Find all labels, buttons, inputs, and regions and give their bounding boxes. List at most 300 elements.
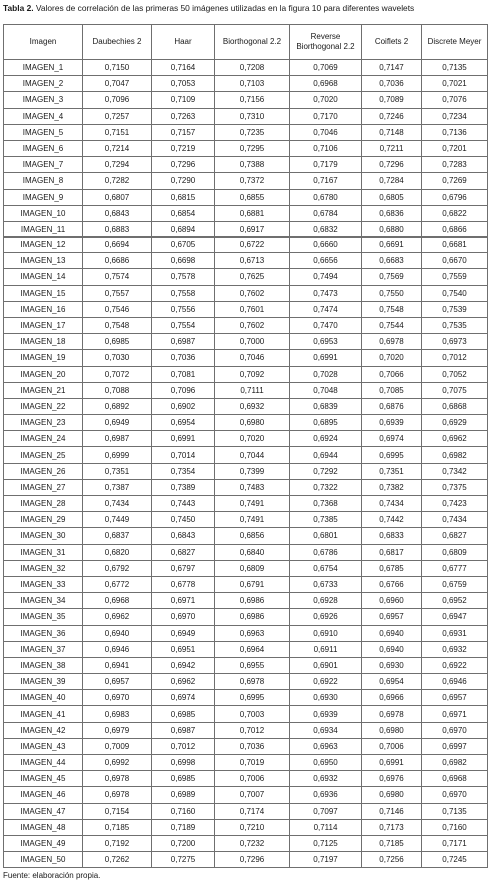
cell-daubechies-2: 0,6940 — [83, 625, 152, 641]
cell-daubechies-2: 0,7192 — [83, 835, 152, 851]
cell-discrete-meyer: 0,7423 — [422, 496, 488, 512]
cell-discrete-meyer: 0,7135 — [422, 803, 488, 819]
cell-imagen: IMAGEN_32 — [4, 560, 83, 576]
cell-biorthogonal-2-2: 0,7036 — [215, 738, 290, 754]
cell-haar: 0,6985 — [152, 706, 215, 722]
cell-reverse-biorthogonal-2-2: 0,7167 — [290, 173, 362, 189]
cell-discrete-meyer: 0,6777 — [422, 560, 488, 576]
cell-discrete-meyer: 0,6970 — [422, 787, 488, 803]
cell-imagen: IMAGEN_46 — [4, 787, 83, 803]
table-row — [4, 576, 488, 592]
cell-reverse-biorthogonal-2-2: 0,6963 — [290, 738, 362, 754]
cell-haar: 0,7389 — [152, 479, 215, 495]
cell-daubechies-2: 0,6985 — [83, 334, 152, 350]
cell-discrete-meyer: 0,6947 — [422, 609, 488, 625]
header-discrete-meyer: Discrete Meyer — [422, 25, 488, 60]
table-row — [4, 819, 488, 835]
cell-haar: 0,6970 — [152, 609, 215, 625]
cell-daubechies-2: 0,6962 — [83, 609, 152, 625]
cell-haar: 0,6954 — [152, 415, 215, 431]
cell-coiflets-2: 0,6836 — [362, 205, 422, 221]
cell-biorthogonal-2-2: 0,6809 — [215, 560, 290, 576]
cell-haar: 0,7157 — [152, 124, 215, 140]
cell-biorthogonal-2-2: 0,7020 — [215, 431, 290, 447]
table-row — [4, 496, 488, 512]
cell-coiflets-2: 0,6978 — [362, 334, 422, 350]
cell-haar: 0,6942 — [152, 657, 215, 673]
cell-biorthogonal-2-2: 0,7006 — [215, 771, 290, 787]
source-footnote: Fuente: elaboración propia. — [3, 871, 101, 880]
cell-biorthogonal-2-2: 0,7210 — [215, 819, 290, 835]
cell-discrete-meyer: 0,6997 — [422, 738, 488, 754]
cell-haar: 0,6894 — [152, 221, 215, 237]
cell-coiflets-2: 0,7544 — [362, 317, 422, 333]
cell-imagen: IMAGEN_25 — [4, 447, 83, 463]
cell-daubechies-2: 0,6843 — [83, 205, 152, 221]
cell-reverse-biorthogonal-2-2: 0,7069 — [290, 60, 362, 76]
cell-coiflets-2: 0,6991 — [362, 755, 422, 771]
cell-coiflets-2: 0,7147 — [362, 60, 422, 76]
cell-biorthogonal-2-2: 0,7103 — [215, 76, 290, 92]
cell-reverse-biorthogonal-2-2: 0,7368 — [290, 496, 362, 512]
table-row — [4, 60, 488, 76]
table-row — [4, 269, 488, 285]
table-row — [4, 528, 488, 544]
cell-biorthogonal-2-2: 0,6840 — [215, 544, 290, 560]
cell-haar: 0,7578 — [152, 269, 215, 285]
cell-daubechies-2: 0,6978 — [83, 771, 152, 787]
cell-biorthogonal-2-2: 0,6881 — [215, 205, 290, 221]
cell-reverse-biorthogonal-2-2: 0,7028 — [290, 366, 362, 382]
cell-biorthogonal-2-2: 0,7310 — [215, 108, 290, 124]
cell-coiflets-2: 0,6960 — [362, 593, 422, 609]
table-row — [4, 431, 488, 447]
cell-biorthogonal-2-2: 0,6964 — [215, 641, 290, 657]
cell-biorthogonal-2-2: 0,7388 — [215, 157, 290, 173]
cell-discrete-meyer: 0,7021 — [422, 76, 488, 92]
table-row — [4, 301, 488, 317]
cell-imagen: IMAGEN_40 — [4, 690, 83, 706]
table-row — [4, 366, 488, 382]
cell-discrete-meyer: 0,6868 — [422, 398, 488, 414]
cell-imagen: IMAGEN_15 — [4, 285, 83, 301]
cell-reverse-biorthogonal-2-2: 0,7179 — [290, 157, 362, 173]
cell-discrete-meyer: 0,6759 — [422, 576, 488, 592]
table-row — [4, 787, 488, 803]
cell-discrete-meyer: 0,7342 — [422, 463, 488, 479]
cell-coiflets-2: 0,7442 — [362, 512, 422, 528]
cell-biorthogonal-2-2: 0,7092 — [215, 366, 290, 382]
cell-discrete-meyer: 0,6932 — [422, 641, 488, 657]
cell-imagen: IMAGEN_43 — [4, 738, 83, 754]
cell-reverse-biorthogonal-2-2: 0,6784 — [290, 205, 362, 221]
cell-biorthogonal-2-2: 0,7019 — [215, 755, 290, 771]
cell-discrete-meyer: 0,7075 — [422, 382, 488, 398]
cell-coiflets-2: 0,6683 — [362, 253, 422, 269]
cell-daubechies-2: 0,7214 — [83, 140, 152, 156]
cell-daubechies-2: 0,6883 — [83, 221, 152, 237]
cell-daubechies-2: 0,6807 — [83, 189, 152, 205]
cell-biorthogonal-2-2: 0,7007 — [215, 787, 290, 803]
cell-biorthogonal-2-2: 0,6955 — [215, 657, 290, 673]
table-caption — [3, 3, 414, 13]
cell-coiflets-2: 0,7211 — [362, 140, 422, 156]
cell-imagen: IMAGEN_8 — [4, 173, 83, 189]
cell-daubechies-2: 0,6946 — [83, 641, 152, 657]
cell-coiflets-2: 0,6785 — [362, 560, 422, 576]
cell-haar: 0,7189 — [152, 819, 215, 835]
cell-discrete-meyer: 0,7540 — [422, 285, 488, 301]
cell-reverse-biorthogonal-2-2: 0,6656 — [290, 253, 362, 269]
cell-coiflets-2: 0,7382 — [362, 479, 422, 495]
table-row — [4, 334, 488, 350]
cell-daubechies-2: 0,6968 — [83, 593, 152, 609]
cell-daubechies-2: 0,6792 — [83, 560, 152, 576]
cell-reverse-biorthogonal-2-2: 0,7125 — [290, 835, 362, 851]
table-row — [4, 237, 488, 253]
cell-discrete-meyer: 0,7535 — [422, 317, 488, 333]
cell-discrete-meyer: 0,6952 — [422, 593, 488, 609]
cell-haar: 0,6987 — [152, 722, 215, 738]
table-row — [4, 382, 488, 398]
cell-imagen: IMAGEN_16 — [4, 301, 83, 317]
cell-daubechies-2: 0,7072 — [83, 366, 152, 382]
cell-reverse-biorthogonal-2-2: 0,7097 — [290, 803, 362, 819]
table-row — [4, 755, 488, 771]
cell-biorthogonal-2-2: 0,7046 — [215, 350, 290, 366]
cell-coiflets-2: 0,6805 — [362, 189, 422, 205]
cell-coiflets-2: 0,7173 — [362, 819, 422, 835]
cell-haar: 0,7200 — [152, 835, 215, 851]
cell-daubechies-2: 0,7150 — [83, 60, 152, 76]
caption-label: Tabla 2. — [3, 3, 34, 13]
cell-coiflets-2: 0,7246 — [362, 108, 422, 124]
cell-haar: 0,6989 — [152, 787, 215, 803]
cell-biorthogonal-2-2: 0,7491 — [215, 496, 290, 512]
cell-coiflets-2: 0,6978 — [362, 706, 422, 722]
cell-imagen: IMAGEN_39 — [4, 674, 83, 690]
cell-imagen: IMAGEN_37 — [4, 641, 83, 657]
cell-imagen: IMAGEN_45 — [4, 771, 83, 787]
cell-reverse-biorthogonal-2-2: 0,7292 — [290, 463, 362, 479]
cell-haar: 0,7053 — [152, 76, 215, 92]
cell-haar: 0,6985 — [152, 771, 215, 787]
cell-haar: 0,7450 — [152, 512, 215, 528]
cell-discrete-meyer: 0,6827 — [422, 528, 488, 544]
cell-daubechies-2: 0,7557 — [83, 285, 152, 301]
table-header-row — [4, 25, 488, 60]
cell-discrete-meyer: 0,6970 — [422, 722, 488, 738]
cell-coiflets-2: 0,6691 — [362, 237, 422, 253]
table-row — [4, 852, 488, 868]
cell-reverse-biorthogonal-2-2: 0,7170 — [290, 108, 362, 124]
table-row — [4, 205, 488, 221]
cell-daubechies-2: 0,6970 — [83, 690, 152, 706]
table-row — [4, 690, 488, 706]
cell-biorthogonal-2-2: 0,7483 — [215, 479, 290, 495]
cell-reverse-biorthogonal-2-2: 0,6939 — [290, 706, 362, 722]
cell-imagen: IMAGEN_30 — [4, 528, 83, 544]
cell-haar: 0,7012 — [152, 738, 215, 754]
table-row — [4, 803, 488, 819]
table-row — [4, 398, 488, 414]
cell-daubechies-2: 0,7546 — [83, 301, 152, 317]
cell-haar: 0,7296 — [152, 157, 215, 173]
cell-discrete-meyer: 0,6973 — [422, 334, 488, 350]
cell-imagen: IMAGEN_21 — [4, 382, 83, 398]
cell-haar: 0,7219 — [152, 140, 215, 156]
cell-biorthogonal-2-2: 0,6791 — [215, 576, 290, 592]
table-row — [4, 447, 488, 463]
table-row — [4, 738, 488, 754]
cell-discrete-meyer: 0,7136 — [422, 124, 488, 140]
cell-daubechies-2: 0,6983 — [83, 706, 152, 722]
cell-imagen: IMAGEN_28 — [4, 496, 83, 512]
cell-biorthogonal-2-2: 0,6963 — [215, 625, 290, 641]
cell-coiflets-2: 0,7569 — [362, 269, 422, 285]
cell-biorthogonal-2-2: 0,6995 — [215, 690, 290, 706]
cell-daubechies-2: 0,7387 — [83, 479, 152, 495]
cell-daubechies-2: 0,7351 — [83, 463, 152, 479]
cell-discrete-meyer: 0,7283 — [422, 157, 488, 173]
table-row — [4, 609, 488, 625]
cell-coiflets-2: 0,6957 — [362, 609, 422, 625]
cell-biorthogonal-2-2: 0,7044 — [215, 447, 290, 463]
cell-coiflets-2: 0,6954 — [362, 674, 422, 690]
cell-imagen: IMAGEN_6 — [4, 140, 83, 156]
cell-discrete-meyer: 0,6968 — [422, 771, 488, 787]
cell-coiflets-2: 0,7548 — [362, 301, 422, 317]
cell-reverse-biorthogonal-2-2: 0,6733 — [290, 576, 362, 592]
cell-biorthogonal-2-2: 0,6978 — [215, 674, 290, 690]
table-row — [4, 108, 488, 124]
cell-imagen: IMAGEN_4 — [4, 108, 83, 124]
cell-daubechies-2: 0,7449 — [83, 512, 152, 528]
cell-discrete-meyer: 0,6922 — [422, 657, 488, 673]
cell-coiflets-2: 0,7296 — [362, 157, 422, 173]
cell-imagen: IMAGEN_2 — [4, 76, 83, 92]
cell-daubechies-2: 0,7434 — [83, 496, 152, 512]
cell-imagen: IMAGEN_48 — [4, 819, 83, 835]
cell-discrete-meyer: 0,7012 — [422, 350, 488, 366]
table-row — [4, 512, 488, 528]
cell-haar: 0,7558 — [152, 285, 215, 301]
cell-coiflets-2: 0,6880 — [362, 221, 422, 237]
cell-coiflets-2: 0,7006 — [362, 738, 422, 754]
cell-imagen: IMAGEN_7 — [4, 157, 83, 173]
cell-haar: 0,6974 — [152, 690, 215, 706]
cell-daubechies-2: 0,6892 — [83, 398, 152, 414]
header-coiflets-2: Coiflets 2 — [362, 25, 422, 60]
cell-coiflets-2: 0,6995 — [362, 447, 422, 463]
table-row — [4, 76, 488, 92]
table-row — [4, 674, 488, 690]
cell-daubechies-2: 0,6694 — [83, 237, 152, 253]
cell-biorthogonal-2-2: 0,7491 — [215, 512, 290, 528]
cell-haar: 0,7109 — [152, 92, 215, 108]
cell-biorthogonal-2-2: 0,6980 — [215, 415, 290, 431]
cell-haar: 0,7014 — [152, 447, 215, 463]
cell-biorthogonal-2-2: 0,6855 — [215, 189, 290, 205]
cell-imagen: IMAGEN_38 — [4, 657, 83, 673]
cell-coiflets-2: 0,6940 — [362, 625, 422, 641]
table-row — [4, 285, 488, 301]
correlation-table-part-1 — [3, 24, 488, 238]
cell-haar: 0,7036 — [152, 350, 215, 366]
cell-discrete-meyer: 0,7269 — [422, 173, 488, 189]
cell-haar: 0,6815 — [152, 189, 215, 205]
cell-haar: 0,6998 — [152, 755, 215, 771]
cell-coiflets-2: 0,7089 — [362, 92, 422, 108]
table-row — [4, 415, 488, 431]
cell-imagen: IMAGEN_41 — [4, 706, 83, 722]
cell-daubechies-2: 0,7009 — [83, 738, 152, 754]
cell-reverse-biorthogonal-2-2: 0,7020 — [290, 92, 362, 108]
table-row — [4, 625, 488, 641]
table-row — [4, 544, 488, 560]
cell-haar: 0,6705 — [152, 237, 215, 253]
cell-discrete-meyer: 0,7135 — [422, 60, 488, 76]
cell-daubechies-2: 0,7548 — [83, 317, 152, 333]
cell-imagen: IMAGEN_14 — [4, 269, 83, 285]
cell-reverse-biorthogonal-2-2: 0,6922 — [290, 674, 362, 690]
cell-daubechies-2: 0,6820 — [83, 544, 152, 560]
cell-daubechies-2: 0,7096 — [83, 92, 152, 108]
cell-coiflets-2: 0,6930 — [362, 657, 422, 673]
cell-imagen: IMAGEN_36 — [4, 625, 83, 641]
table-row — [4, 317, 488, 333]
cell-daubechies-2: 0,7282 — [83, 173, 152, 189]
cell-imagen: IMAGEN_34 — [4, 593, 83, 609]
table-row — [4, 463, 488, 479]
cell-daubechies-2: 0,7088 — [83, 382, 152, 398]
cell-imagen: IMAGEN_19 — [4, 350, 83, 366]
cell-imagen: IMAGEN_12 — [4, 237, 83, 253]
cell-discrete-meyer: 0,6796 — [422, 189, 488, 205]
cell-coiflets-2: 0,6980 — [362, 787, 422, 803]
cell-haar: 0,7354 — [152, 463, 215, 479]
cell-imagen: IMAGEN_22 — [4, 398, 83, 414]
header-reverse-line1: Reverse — [310, 32, 341, 41]
cell-discrete-meyer: 0,6946 — [422, 674, 488, 690]
header-haar: Haar — [152, 25, 215, 60]
cell-daubechies-2: 0,6978 — [83, 787, 152, 803]
cell-reverse-biorthogonal-2-2: 0,6780 — [290, 189, 362, 205]
cell-biorthogonal-2-2: 0,7000 — [215, 334, 290, 350]
cell-haar: 0,6951 — [152, 641, 215, 657]
cell-discrete-meyer: 0,6982 — [422, 755, 488, 771]
cell-daubechies-2: 0,7030 — [83, 350, 152, 366]
cell-discrete-meyer: 0,6681 — [422, 237, 488, 253]
cell-imagen: IMAGEN_24 — [4, 431, 83, 447]
cell-haar: 0,6797 — [152, 560, 215, 576]
caption-text: Valores de correlación de las primeras 50 imágenes utilizadas en la figura 10 para diferentes wavelets — [33, 3, 415, 13]
table-row — [4, 593, 488, 609]
cell-imagen: IMAGEN_50 — [4, 852, 83, 868]
cell-coiflets-2: 0,7146 — [362, 803, 422, 819]
cell-discrete-meyer: 0,6809 — [422, 544, 488, 560]
cell-haar: 0,6971 — [152, 593, 215, 609]
cell-discrete-meyer: 0,6931 — [422, 625, 488, 641]
cell-discrete-meyer: 0,7539 — [422, 301, 488, 317]
cell-imagen: IMAGEN_20 — [4, 366, 83, 382]
cell-biorthogonal-2-2: 0,6917 — [215, 221, 290, 237]
cell-discrete-meyer: 0,6962 — [422, 431, 488, 447]
cell-coiflets-2: 0,6833 — [362, 528, 422, 544]
cell-coiflets-2: 0,6974 — [362, 431, 422, 447]
cell-reverse-biorthogonal-2-2: 0,7046 — [290, 124, 362, 140]
cell-reverse-biorthogonal-2-2: 0,7385 — [290, 512, 362, 528]
table-row — [4, 253, 488, 269]
cell-reverse-biorthogonal-2-2: 0,6950 — [290, 755, 362, 771]
cell-discrete-meyer: 0,7375 — [422, 479, 488, 495]
cell-daubechies-2: 0,7185 — [83, 819, 152, 835]
table-row — [4, 835, 488, 851]
cell-reverse-biorthogonal-2-2: 0,6895 — [290, 415, 362, 431]
cell-haar: 0,6827 — [152, 544, 215, 560]
cell-biorthogonal-2-2: 0,6986 — [215, 609, 290, 625]
cell-reverse-biorthogonal-2-2: 0,6910 — [290, 625, 362, 641]
cell-imagen: IMAGEN_13 — [4, 253, 83, 269]
cell-imagen: IMAGEN_10 — [4, 205, 83, 221]
cell-daubechies-2: 0,6987 — [83, 431, 152, 447]
cell-biorthogonal-2-2: 0,7295 — [215, 140, 290, 156]
table-row — [4, 641, 488, 657]
cell-discrete-meyer: 0,7234 — [422, 108, 488, 124]
cell-discrete-meyer: 0,6929 — [422, 415, 488, 431]
cell-daubechies-2: 0,6957 — [83, 674, 152, 690]
cell-imagen: IMAGEN_3 — [4, 92, 83, 108]
cell-coiflets-2: 0,6966 — [362, 690, 422, 706]
cell-coiflets-2: 0,7066 — [362, 366, 422, 382]
cell-reverse-biorthogonal-2-2: 0,6832 — [290, 221, 362, 237]
cell-biorthogonal-2-2: 0,7174 — [215, 803, 290, 819]
cell-discrete-meyer: 0,6971 — [422, 706, 488, 722]
cell-biorthogonal-2-2: 0,6932 — [215, 398, 290, 414]
cell-coiflets-2: 0,7256 — [362, 852, 422, 868]
table-row — [4, 560, 488, 576]
cell-imagen: IMAGEN_29 — [4, 512, 83, 528]
cell-biorthogonal-2-2: 0,7601 — [215, 301, 290, 317]
cell-haar: 0,7554 — [152, 317, 215, 333]
cell-biorthogonal-2-2: 0,7208 — [215, 60, 290, 76]
table-row — [4, 706, 488, 722]
cell-imagen: IMAGEN_23 — [4, 415, 83, 431]
cell-coiflets-2: 0,6817 — [362, 544, 422, 560]
cell-reverse-biorthogonal-2-2: 0,6660 — [290, 237, 362, 253]
cell-reverse-biorthogonal-2-2: 0,7106 — [290, 140, 362, 156]
cell-coiflets-2: 0,6766 — [362, 576, 422, 592]
cell-coiflets-2: 0,6976 — [362, 771, 422, 787]
cell-discrete-meyer: 0,7559 — [422, 269, 488, 285]
cell-daubechies-2: 0,6686 — [83, 253, 152, 269]
table-row — [4, 771, 488, 787]
cell-biorthogonal-2-2: 0,7602 — [215, 285, 290, 301]
cell-daubechies-2: 0,7154 — [83, 803, 152, 819]
cell-haar: 0,7290 — [152, 173, 215, 189]
cell-biorthogonal-2-2: 0,7235 — [215, 124, 290, 140]
table-row — [4, 92, 488, 108]
cell-biorthogonal-2-2: 0,6986 — [215, 593, 290, 609]
cell-discrete-meyer: 0,7160 — [422, 819, 488, 835]
table-row — [4, 140, 488, 156]
cell-reverse-biorthogonal-2-2: 0,6944 — [290, 447, 362, 463]
cell-imagen: IMAGEN_11 — [4, 221, 83, 237]
cell-daubechies-2: 0,6949 — [83, 415, 152, 431]
cell-imagen: IMAGEN_5 — [4, 124, 83, 140]
cell-imagen: IMAGEN_42 — [4, 722, 83, 738]
cell-haar: 0,6902 — [152, 398, 215, 414]
